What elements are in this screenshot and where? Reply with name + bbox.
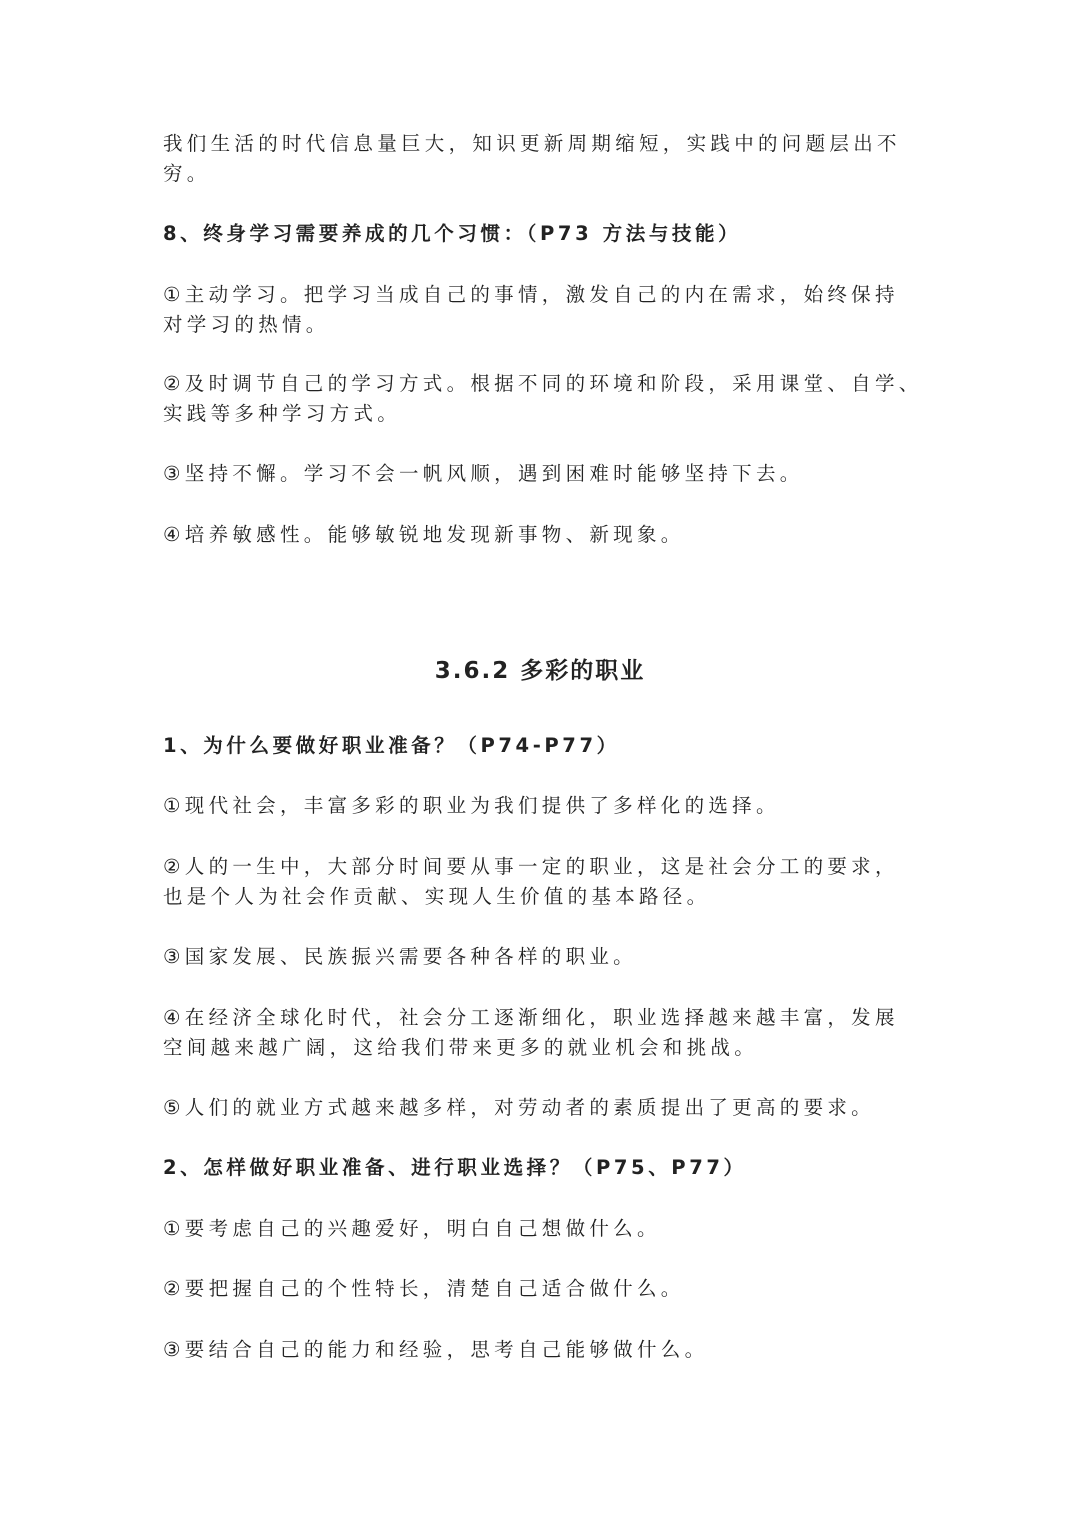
text-line: ③坚持不懈。学习不会一帆风顺，遇到困难时能够坚持下去。: [163, 462, 804, 485]
question-heading-1: 1、为什么要做好职业准备？（P74-P77）: [163, 734, 620, 757]
text-line: ③要结合自己的能力和经验，思考自己能够做什么。: [163, 1338, 709, 1361]
text-line: ⑤人们的就业方式越来越多样，对劳动者的素质提出了更高的要求。: [163, 1096, 875, 1119]
chapter-title: 3.6.2 多彩的职业: [434, 658, 646, 684]
text-line: 空间越来越广阔，这给我们带来更多的就业机会和挑战。: [163, 1036, 759, 1059]
list-item: [163, 459, 923, 489]
list-item: [163, 1274, 923, 1304]
text-line: 也是个人为社会作贡献、实现人生价值的基本路径。: [163, 885, 711, 908]
intro-paragraph: [163, 129, 923, 189]
text-line: ②人的一生中，大部分时间要从事一定的职业，这是社会分工的要求，: [163, 855, 899, 878]
list-item: [163, 1214, 923, 1244]
list-item: [163, 280, 923, 340]
list-item: [163, 369, 923, 429]
text-line: ②要把握自己的个性特长，清楚自己适合做什么。: [163, 1277, 685, 1300]
text-line: ①现代社会，丰富多彩的职业为我们提供了多样化的选择。: [163, 794, 780, 817]
text-line: ①要考虑自己的兴趣爱好，明白自己想做什么。: [163, 1217, 661, 1240]
list-item: [163, 852, 923, 912]
question-heading-8: 8、终身学习需要养成的几个习惯：（P73 方法与技能）: [163, 222, 742, 245]
text-line: ③国家发展、民族振兴需要各种各样的职业。: [163, 945, 637, 968]
text-line: ②及时调节自己的学习方式。根据不同的环境和阶段，采用课堂、自学、: [163, 372, 923, 395]
question-heading-2: 2、怎样做好职业准备、进行职业选择？（P75、P77）: [163, 1156, 747, 1179]
text-line: 我们生活的时代信息量巨大，知识更新周期缩短，实践中的问题层出不: [163, 132, 901, 155]
text-line: ④在经济全球化时代，社会分工逐渐细化，职业选择越来越丰富，发展: [163, 1006, 899, 1029]
list-item: [163, 1003, 923, 1063]
text-line: ①主动学习。把学习当成自己的事情，激发自己的内在需求，始终保持: [163, 283, 899, 306]
list-item: [163, 1093, 923, 1123]
list-item: [163, 1335, 923, 1365]
list-item: [163, 942, 923, 972]
text-line: 穷。: [163, 162, 211, 185]
list-item: [163, 520, 923, 550]
text-line: 对学习的热情。: [163, 313, 330, 336]
text-line: ④培养敏感性。能够敏锐地发现新事物、新现象。: [163, 523, 685, 546]
text-line: 实践等多种学习方式。: [163, 402, 402, 425]
list-item: [163, 791, 923, 821]
